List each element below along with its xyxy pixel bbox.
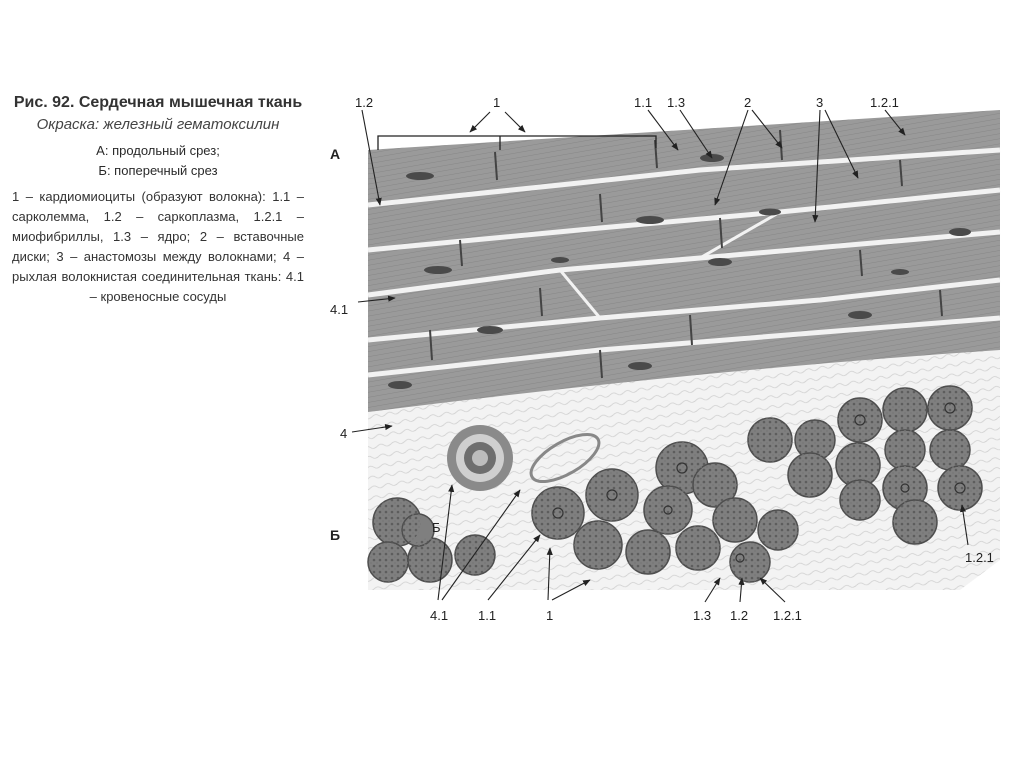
figure-title: Рис. 92. Сердечная мышечная ткань: [13, 94, 303, 111]
stain-method: Окраска: железный гематоксилин: [36, 116, 280, 133]
label-1-2-1-right: 1.2.1: [965, 550, 994, 565]
label-1-3: 1.3: [667, 95, 686, 110]
label-1-1-bottom: 1.1: [478, 608, 497, 623]
label-1: 1: [493, 95, 501, 110]
label-1-bottom: 1: [546, 608, 554, 623]
section-b-label: Б: [330, 527, 341, 543]
label-1-2: 1.2: [355, 95, 374, 110]
label-1-3-bottom: 1.3: [693, 608, 712, 623]
label-4-1-bottom: 4.1: [430, 608, 449, 623]
label-1-2-bottom: 1.2: [730, 608, 749, 623]
section-a-caption: А: продольный срез;: [96, 143, 220, 158]
label-3: 3: [816, 95, 824, 110]
section-a-label: А: [330, 146, 341, 162]
legend-description: 1 – кардиомиоциты (образуют волокна): 1.1 – сарколемма, 1.2 – саркоплазма, 1.2.1 – миофибриллы, 1.3 – ядро; 2 – вставочные диски; 3 – анастомозы между волокнами; 4 – рыхлая волокнистая соединительная ткань: 4.1 – кровеносные сосуды: [12, 189, 304, 304]
label-1-2-1: 1.2.1: [870, 95, 899, 110]
label-4: 4: [340, 426, 348, 441]
section-b-caption: Б: поперечный срез: [98, 163, 218, 178]
inner-section-b-label: Б: [432, 520, 441, 535]
label-1-2-1-bottom: 1.2.1: [773, 608, 802, 623]
label-2: 2: [744, 95, 752, 110]
label-1-1: 1.1: [634, 95, 653, 110]
label-4-1-left: 4.1: [330, 302, 349, 317]
